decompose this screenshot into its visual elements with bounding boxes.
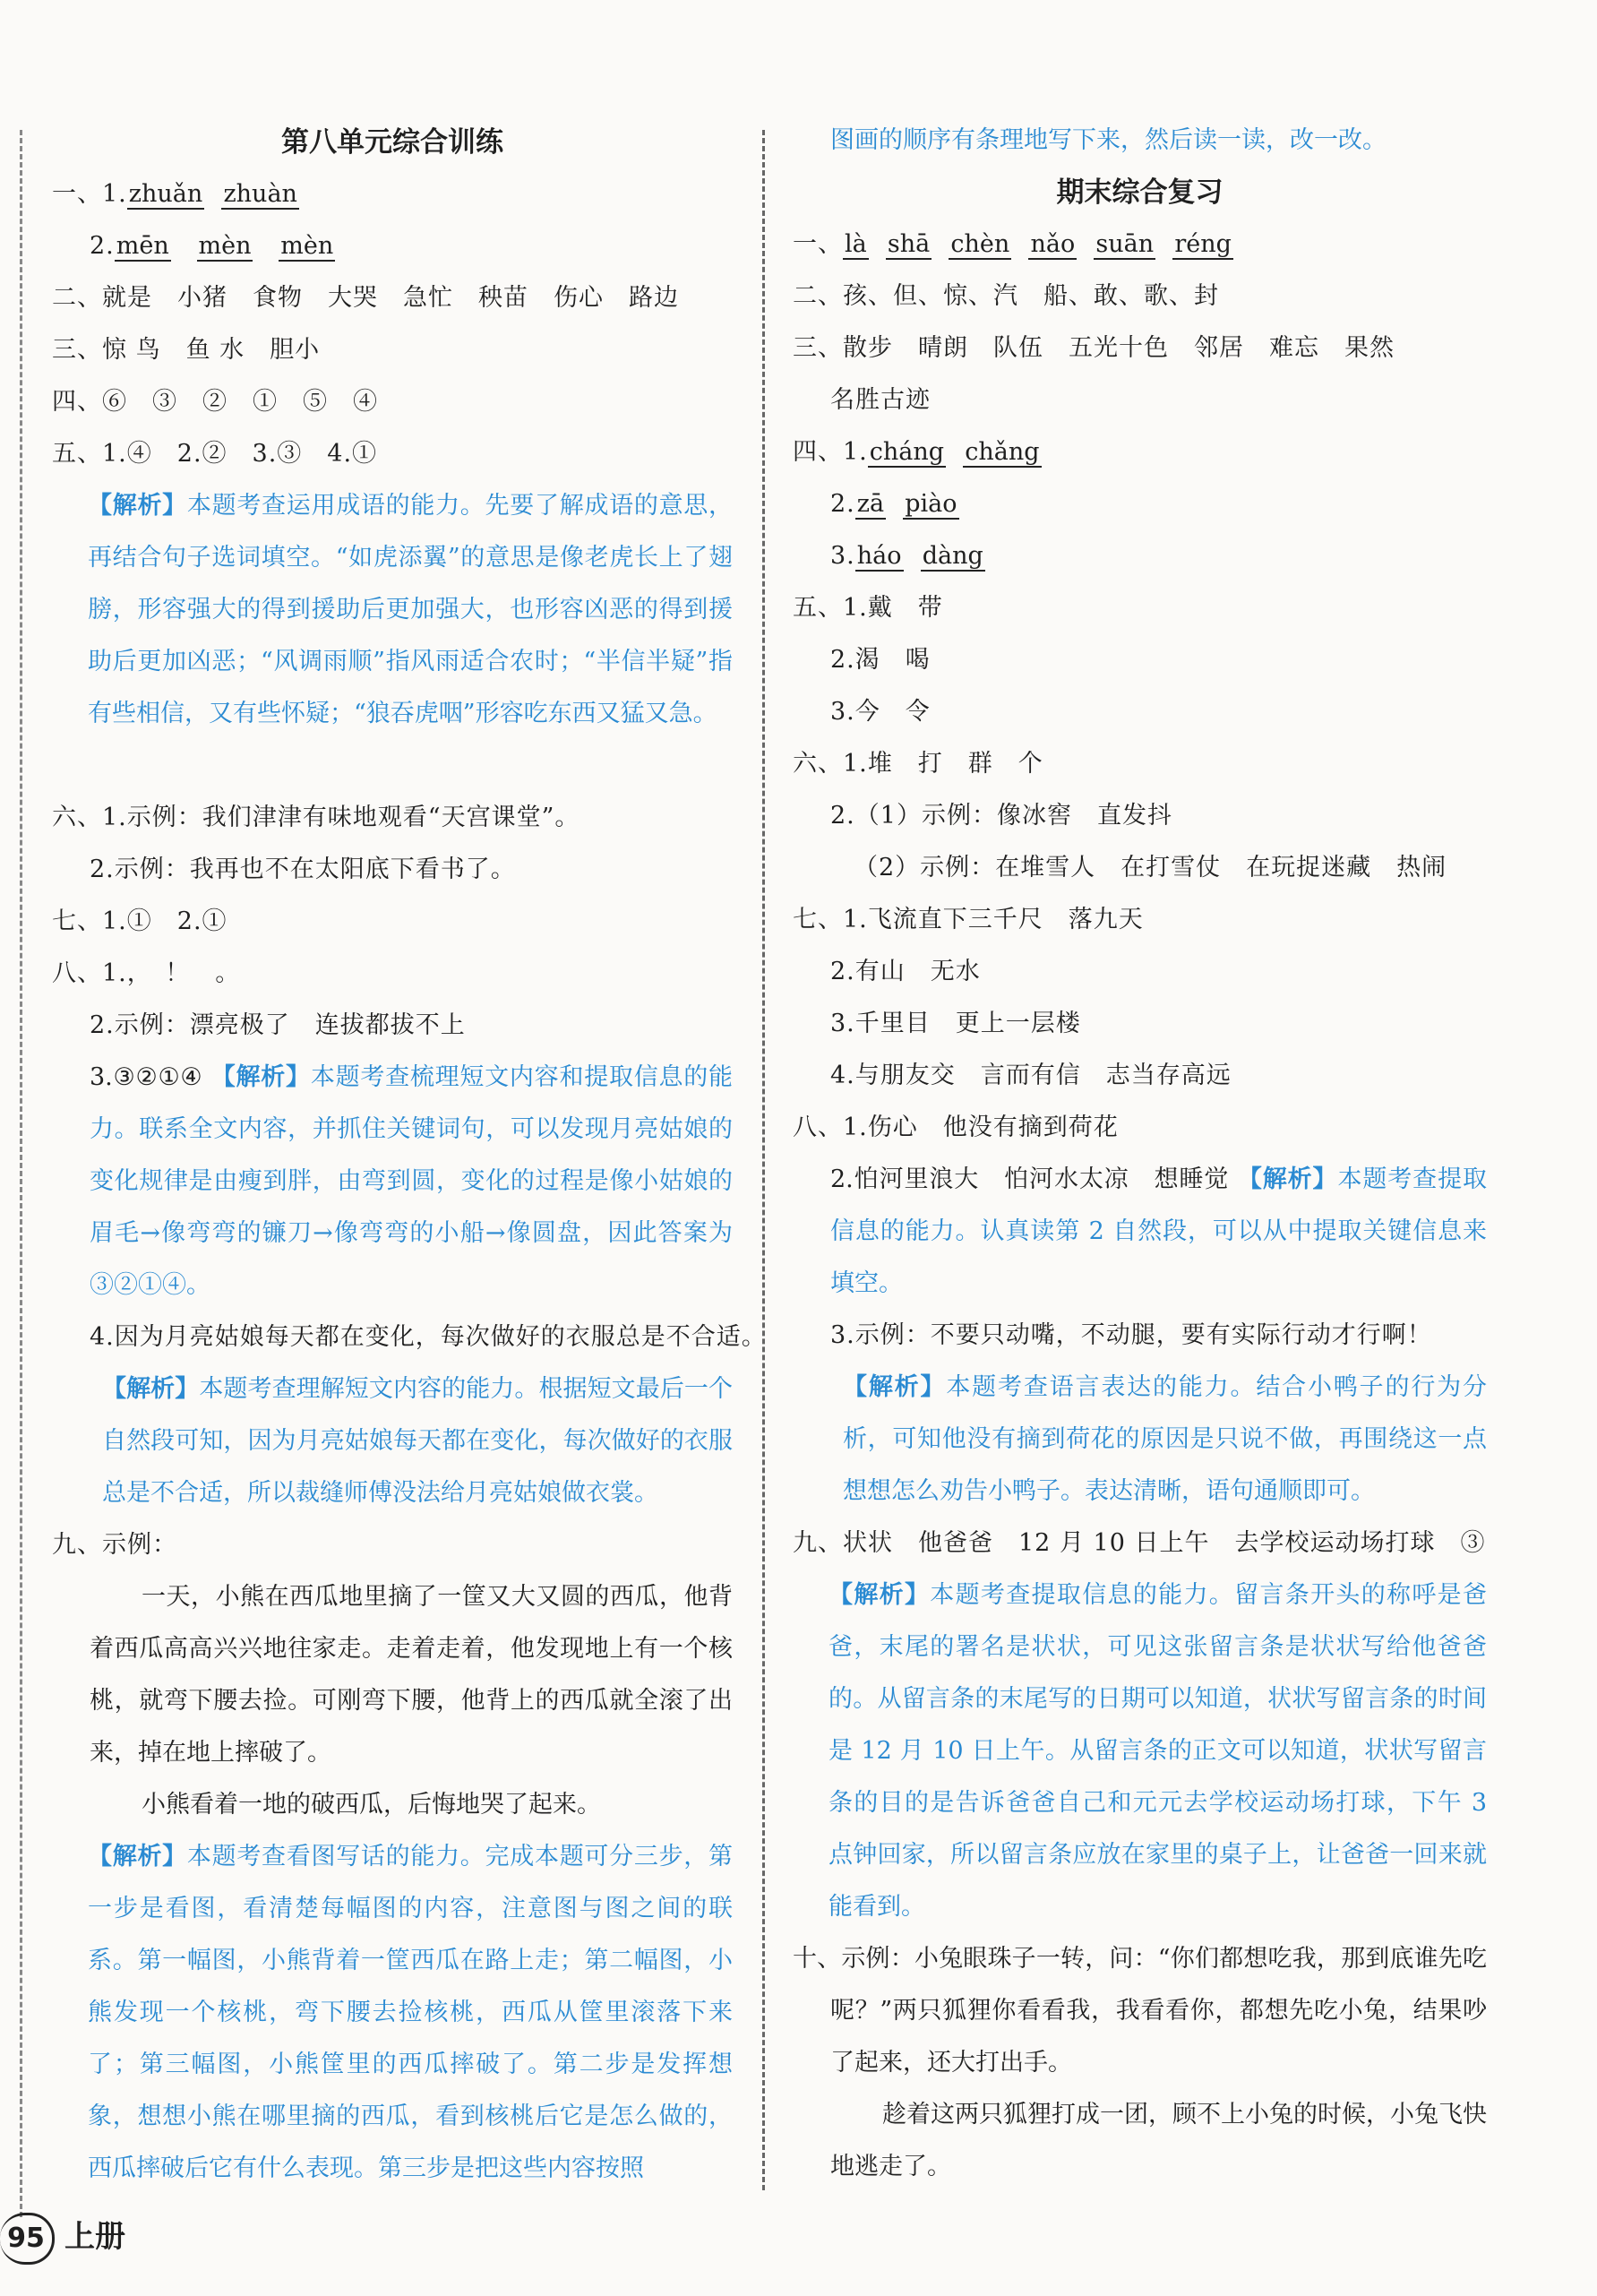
answer-text: 2. <box>90 232 115 260</box>
answer-line <box>793 634 1487 686</box>
answer-text: 3.千里目 更上一层楼 <box>830 1010 1081 1037</box>
answer-text: 三、散步 晴朗 队伍 五光十色 邻居 难忘 果然 <box>793 334 1395 362</box>
explanation-text: 本题考查提取信息的能力。认真读第 2 自然段，可以从中提取关键信息来填空。 <box>830 1165 1488 1297</box>
pinyin-answer: zhuǎn <box>128 180 203 208</box>
explanation-tag: 【解析】 <box>843 1373 947 1401</box>
paragraph-text: 趁着这两只狐狸打成一团，顾不上小兔的时候，小兔飞快地逃走了。 <box>830 2101 1487 2180</box>
answer-text <box>869 230 886 258</box>
answer-line <box>52 1311 767 1363</box>
answer-text <box>253 232 279 260</box>
answer-text: 2.示例：漂亮极了 连拔都拔不上 <box>90 1011 466 1039</box>
left-answer-list <box>52 168 767 2195</box>
answer-text <box>932 230 949 258</box>
answer-text: 五、1.④ 2.② 3.③ 4.① <box>52 440 378 468</box>
answer-line <box>793 530 1487 582</box>
answer-line <box>52 792 733 844</box>
answer-line <box>793 686 1487 738</box>
page-edge-dashes <box>20 130 22 2217</box>
answer-text: 六、1.示例：我们津津有味地观看“天宫课堂”。 <box>52 804 580 831</box>
section-title-final-review: 期末综合复习 <box>1056 176 1224 209</box>
answer-line <box>52 220 733 272</box>
answer-line <box>793 842 1487 894</box>
answer-text: 2.示例：我再也不在太阳底下看书了。 <box>90 856 516 883</box>
answer-text: 3. <box>830 542 855 570</box>
answer-text: 七、1.飞流直下三千尺 落九天 <box>793 906 1144 933</box>
sample-paragraph <box>52 1779 733 1831</box>
answer-text: 2.渴 喝 <box>830 646 931 674</box>
paragraph-text: 小熊看着一地的破西瓜，后悔地哭了起来。 <box>142 1791 601 1819</box>
explanation-block <box>52 480 733 792</box>
explanation-text: 本题考查运用成语的能力。先要了解成语的意思，再结合句子选词填空。“如虎添翼”的意思是像老虎长上了翅膀，形容强大的得到援助后更加强大，也形容凶恶的得到援助后更加凶恶；“风调雨顺”指风雨适合农时；“半信半疑”指有些相信，又有些怀疑；“狼吞虎咽”形容吃东西又猛又急。 <box>88 492 734 727</box>
right-column <box>793 115 1487 2193</box>
answer-text <box>904 542 921 570</box>
explanation-text: 本题考查提取信息的能力。留言条开头的称呼是爸爸，末尾的署名是状状，可见这张留言条是状状写给他爸爸的。从留言条的末尾写的日期可以知道，状状写留言条的时间是 12 月 10 日上午。从留言条的正文可以知道，状状写留言条的目的是告诉爸爸自己和元元去学校运动场打球，下午 3 点钟回家，所以留言条应放在家里的桌子上，让爸爸一回来就能看到。 <box>829 1581 1488 1921</box>
answer-text: 2.怕河里浪大 怕河水太凉 想睡觉 <box>830 1165 1238 1193</box>
section-title-unit8: 第八单元综合训练 <box>281 126 503 159</box>
sample-paragraph <box>793 1933 1487 2089</box>
continuation-text: 图画的顺序有条理地写下来，然后读一读，改一改。 <box>830 126 1387 154</box>
answer-line <box>52 168 733 220</box>
pinyin-answer: zā <box>856 490 885 518</box>
explanation-block <box>52 1831 733 2195</box>
pinyin-answer: chǎng <box>965 438 1040 466</box>
answer-line <box>793 1050 1487 1102</box>
answer-text <box>171 232 197 260</box>
answer-text <box>1077 230 1094 258</box>
pinyin-answer: nǎo <box>1030 230 1076 258</box>
answer-line <box>793 998 1487 1050</box>
answer-text: （2）示例：在堆雪人 在打雪仗 在玩捉迷藏 热闹 <box>854 854 1447 881</box>
explanation-tag: 【解析】 <box>829 1581 931 1609</box>
pinyin-answer: suān <box>1095 230 1155 258</box>
left-column <box>52 116 767 2195</box>
explanation-text: 本题考查看图写话的能力。完成本题可分三步，第一步是看图，看清楚每幅图的内容，注意图与图之间的联系。第一幅图，小熊背着一筐西瓜在路上走；第二幅图，小熊发现一个核桃，弯下腰去捡核桃，西瓜从筐里滚落下来了；第三幅图，小熊筐里的西瓜摔破了。第二步是发挥想象，想想小熊在哪里摘的西瓜，看到核桃后它是怎么做的，西瓜摔破后它有什么表现。第三步是把这些内容按照 <box>88 1843 734 2182</box>
column-divider <box>762 130 765 2190</box>
answer-text <box>204 180 221 208</box>
answer-text: 八、1.， ！ 。 <box>52 959 241 987</box>
answer-line <box>793 738 1487 790</box>
pinyin-answer: mèn <box>280 232 334 260</box>
explanation-tag: 【解析】 <box>1237 1165 1338 1193</box>
answer-text: 九、状状 他爸爸 12 月 10 日上午 去学校运动场打球 ③ <box>793 1529 1486 1557</box>
answer-line <box>793 1310 1487 1362</box>
answer-line <box>793 1518 1487 1569</box>
answer-text: 3.示例：不要只动嘴，不动腿，要有实际行动才行啊！ <box>830 1321 1432 1349</box>
pinyin-answer: shā <box>887 230 931 258</box>
explanation-block <box>793 1154 1487 1310</box>
answer-line <box>793 790 1487 842</box>
answer-text: 八、1.伤心 他没有摘到荷花 <box>793 1114 1119 1141</box>
pinyin-answer: dàng <box>922 542 983 570</box>
answer-line <box>793 1102 1487 1154</box>
pinyin-answer: háo <box>856 542 902 570</box>
answer-text: 一、 <box>793 230 843 258</box>
answer-line <box>52 1519 733 1571</box>
answer-text: 四、1. <box>793 438 868 466</box>
explanation-text: 本题考查理解短文内容的能力。根据短文最后一个自然段可知，因为月亮姑娘每天都在变化，每次做好的衣服总是不合适，所以裁缝师傅没法给月亮姑娘做衣裳。 <box>102 1375 734 1507</box>
answer-line <box>793 582 1487 634</box>
answer-line <box>52 1000 733 1052</box>
answer-text: 一、1. <box>52 180 127 208</box>
answer-text: 五、1.戴 带 <box>793 594 943 622</box>
page-footer <box>0 2213 269 2266</box>
answer-line <box>793 271 1487 322</box>
pinyin-answer: mēn <box>116 232 169 260</box>
explanation-tag: 【解析】 <box>102 1375 200 1403</box>
answer-text <box>1155 230 1172 258</box>
answer-text: 名胜古迹 <box>830 386 931 414</box>
answer-line <box>52 428 733 480</box>
pinyin-answer: chèn <box>950 230 1010 258</box>
explanation-tag: 【解析】 <box>88 492 187 520</box>
explanation-block <box>52 1052 733 1311</box>
answer-line <box>793 946 1487 998</box>
answer-line <box>793 322 1487 374</box>
pinyin-answer: zhuàn <box>223 180 297 208</box>
sample-paragraph <box>793 2089 1487 2193</box>
answer-line <box>52 844 733 896</box>
explanation-block <box>52 1363 733 1519</box>
answer-line <box>52 896 733 948</box>
answer-text: 二、就是 小猪 食物 大哭 急忙 秧苗 伤心 路边 <box>52 284 679 312</box>
answer-line <box>793 426 1487 478</box>
right-answer-list <box>793 219 1487 2193</box>
answer-text: 4.因为月亮姑娘每天都在变化，每次做好的衣服总是不合适。 <box>90 1323 767 1351</box>
answer-line <box>52 948 733 1000</box>
answer-line <box>793 478 1487 530</box>
explanation-text: 本题考查语言表达的能力。结合小鸭子的行为分析，可知他没有摘到荷花的原因是只说不做，再围绕这一点想想怎么劝告小鸭子。表达清晰，语句通顺即可。 <box>843 1373 1488 1505</box>
answer-text: 二、孩、但、惊、汽 船、敢、歌、封 <box>793 282 1219 310</box>
volume-label: 上册 <box>64 2219 125 2255</box>
explanation-block <box>793 1362 1487 1518</box>
paragraph-text: 一天，小熊在西瓜地里摘了一筐又大又圆的西瓜，他背着西瓜高高兴兴地往家走。走着走着，他发现地上有一个核桃，就弯下腰去捡。可刚弯下腰，他背上的西瓜就全滚了出来，掉在地上摔破了。 <box>90 1583 733 1767</box>
pinyin-answer: cháng <box>869 438 945 466</box>
answer-text <box>1011 230 1028 258</box>
page-number: 95 <box>0 2213 55 2265</box>
sample-paragraph <box>52 1571 733 1779</box>
answer-number: 十、 <box>793 1945 842 1973</box>
answer-text: 2. <box>830 490 855 518</box>
answer-line <box>52 376 733 428</box>
answer-text: 4.与朋友交 言而有信 志当存高远 <box>830 1062 1232 1089</box>
answer-text: 七、1.① 2.① <box>52 907 228 935</box>
pinyin-answer: piào <box>905 490 957 518</box>
answer-text: 四、⑥ ③ ② ① ⑤ ④ <box>52 388 378 416</box>
answer-line <box>793 894 1487 946</box>
answer-line <box>793 374 1487 426</box>
explanation-tag: 【解析】 <box>88 1843 187 1870</box>
answer-line <box>52 272 733 324</box>
answer-text: 三、惊 鸟 鱼 水 胆小 <box>52 336 321 364</box>
explanation-block <box>793 1569 1487 1933</box>
pinyin-answer: mèn <box>198 232 252 260</box>
explanation-text: 本题考查梳理短文内容和提取信息的能力。联系全文内容，并抓住关键词句，可以发现月亮姑娘的变化规律是由瘦到胖，由弯到圆，变化的过程是像小姑娘的眉毛→像弯弯的镰刀→像弯弯的小船→像圆盘，因此答案为③②①④。 <box>90 1063 734 1299</box>
answer-text <box>946 438 963 466</box>
answer-text: 六、1.堆 打 群 个 <box>793 750 1043 778</box>
answer-line <box>793 219 1487 271</box>
pinyin-answer: réng <box>1174 230 1232 258</box>
answer-text <box>886 490 903 518</box>
paragraph-text: 示例：小兔眼珠子一转，问：“你们都想吃我，那到底谁先吃呢？”两只狐狸你看看我，我看看你，都想先吃小兔，结果吵了起来，还大打出手。 <box>830 1945 1487 2077</box>
pinyin-answer: là <box>845 230 867 258</box>
answer-line <box>52 324 733 376</box>
explanation-tag: 【解析】 <box>210 1063 311 1091</box>
answer-text: 2.（1）示例：像冰窖 直发抖 <box>830 802 1172 830</box>
answer-text: 九、示例： <box>52 1531 177 1559</box>
answer-text: 3.今 令 <box>830 698 931 726</box>
answer-text: 3.③②①④ <box>90 1063 211 1091</box>
answer-text: 2.有山 无水 <box>830 958 981 985</box>
